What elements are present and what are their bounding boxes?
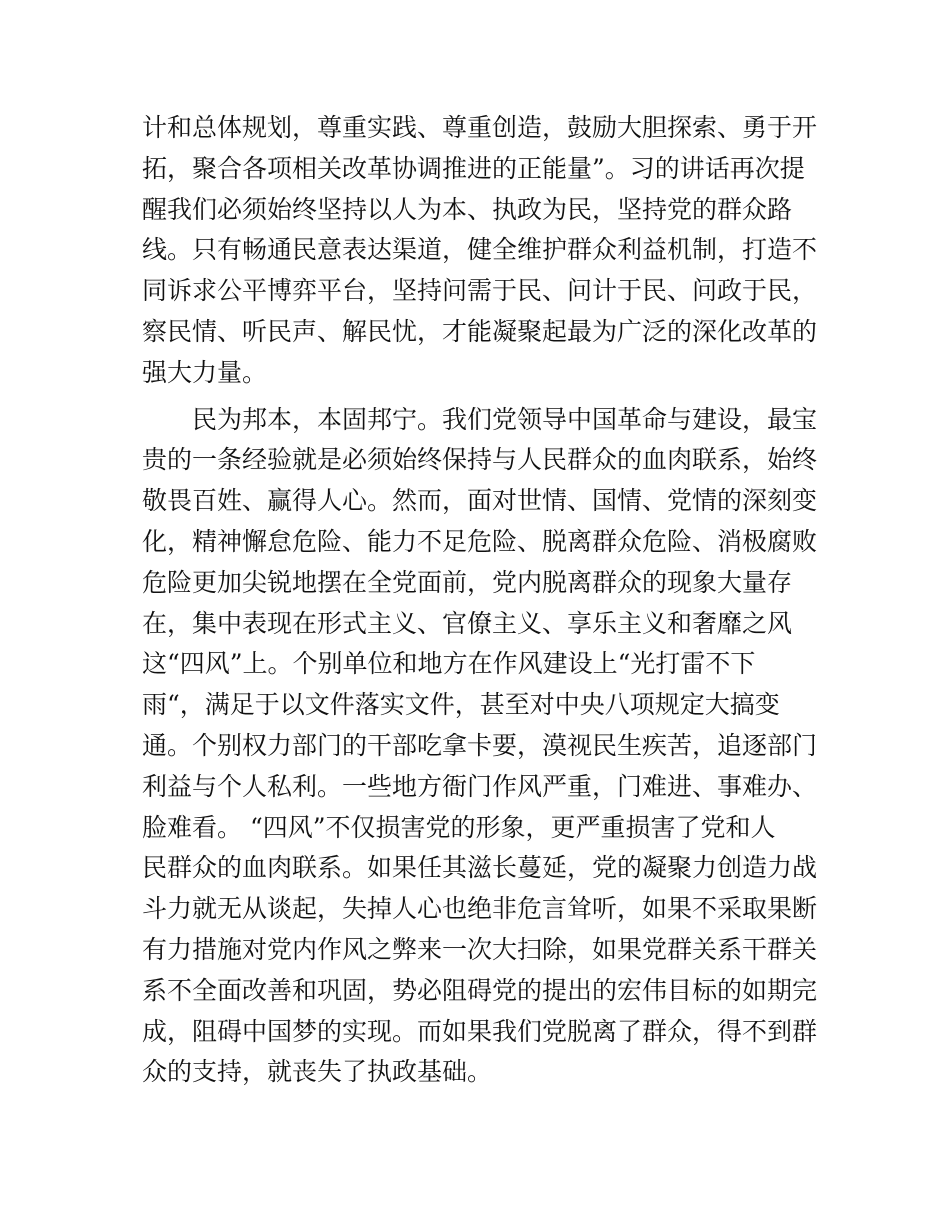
paragraph-2-line-3: 敬畏百姓、赢得人心。然而，面对世情、国情、党情的深刻变: [142, 486, 818, 516]
paragraph-1-line-5: 同诉求公平博弈平台，坚持问需于民、问计于民、问政于民，: [142, 276, 818, 306]
paragraph-1-line-6: 察民情、听民声、解民忧，才能凝聚起最为广泛的深化改革的: [142, 316, 818, 346]
paragraph-2-line-14: 有力措施对党内作风之弊来一次大扫除，如果党群关系干群关: [142, 934, 818, 964]
paragraph-1-line-2: 拓，聚合各项相关改革协调推进的正能量”。习的讲话再次提: [142, 153, 805, 183]
paragraph-2-line-10: 利益与个人私利。一些地方衙门作风严重，门难进、事难办、: [142, 771, 818, 801]
paragraph-2-line-17: 众的支持，就丧失了执政基础。: [142, 1057, 493, 1087]
paragraph-2-line-7: 这“四风”上。个别单位和地方在作风建设上“光打雷不下: [142, 649, 756, 679]
paragraph-2-line-2: 贵的一条经验就是必须始终保持与人民群众的血肉联系，始终: [142, 445, 818, 475]
paragraph-2-line-1: 民为邦本，本固邦宁。我们党领导中国革命与建设，最宝: [192, 404, 818, 434]
paragraph-2-line-15: 系不全面改善和巩固，势必阻碍党的提出的宏伟目标的如期完: [142, 975, 818, 1005]
paragraph-1: [142, 108, 822, 394]
paragraph-1-line-4: 线。只有畅通民意表达渠道，健全维护群众利益机制，打造不: [142, 235, 818, 265]
paragraph-2-line-12: 民群众的血肉联系。如果任其滋长蔓延，党的凝聚力创造力战: [142, 853, 818, 883]
paragraph-2-line-6: 在，集中表现在形式主义、官僚主义、享乐主义和奢靡之风: [142, 608, 793, 638]
paragraph-2-line-11: 脸难看。 “四风”不仅损害党的形象，更严重损害了党和人: [142, 812, 776, 842]
paragraph-2: [142, 400, 822, 1094]
paragraph-2-line-5: 危险更加尖锐地摆在全党面前，党内脱离群众的现象大量存: [142, 567, 793, 597]
paragraph-2-line-4: 化，精神懈怠危险、能力不足危险、脱离群众危险、消极腐败: [142, 526, 818, 556]
paragraph-1-line-1: 计和总体规划，尊重实践、尊重创造，鼓励大胆探索、勇于开: [142, 113, 818, 142]
paragraph-1-line-3: 醒我们必须始终坚持以人为本、执政为民，坚持党的群众路: [142, 194, 793, 224]
paragraph-1-line-7: 强大力量。: [142, 357, 268, 387]
paragraph-2-line-13: 斗力就无从谈起，失掉人心也绝非危言耸听，如果不采取果断: [142, 894, 818, 924]
paragraph-2-line-8: 雨“，满足于以文件落实文件，甚至对中央八项规定大搞变: [142, 690, 780, 720]
paragraph-2-line-16: 成，阻碍中国梦的实现。而如果我们党脱离了群众，得不到群: [142, 1016, 818, 1046]
document-body: [142, 108, 822, 1093]
paragraph-2-line-9: 通。个别权力部门的干部吃拿卡要，漠视民生疾苦，追逐部门: [142, 730, 818, 760]
